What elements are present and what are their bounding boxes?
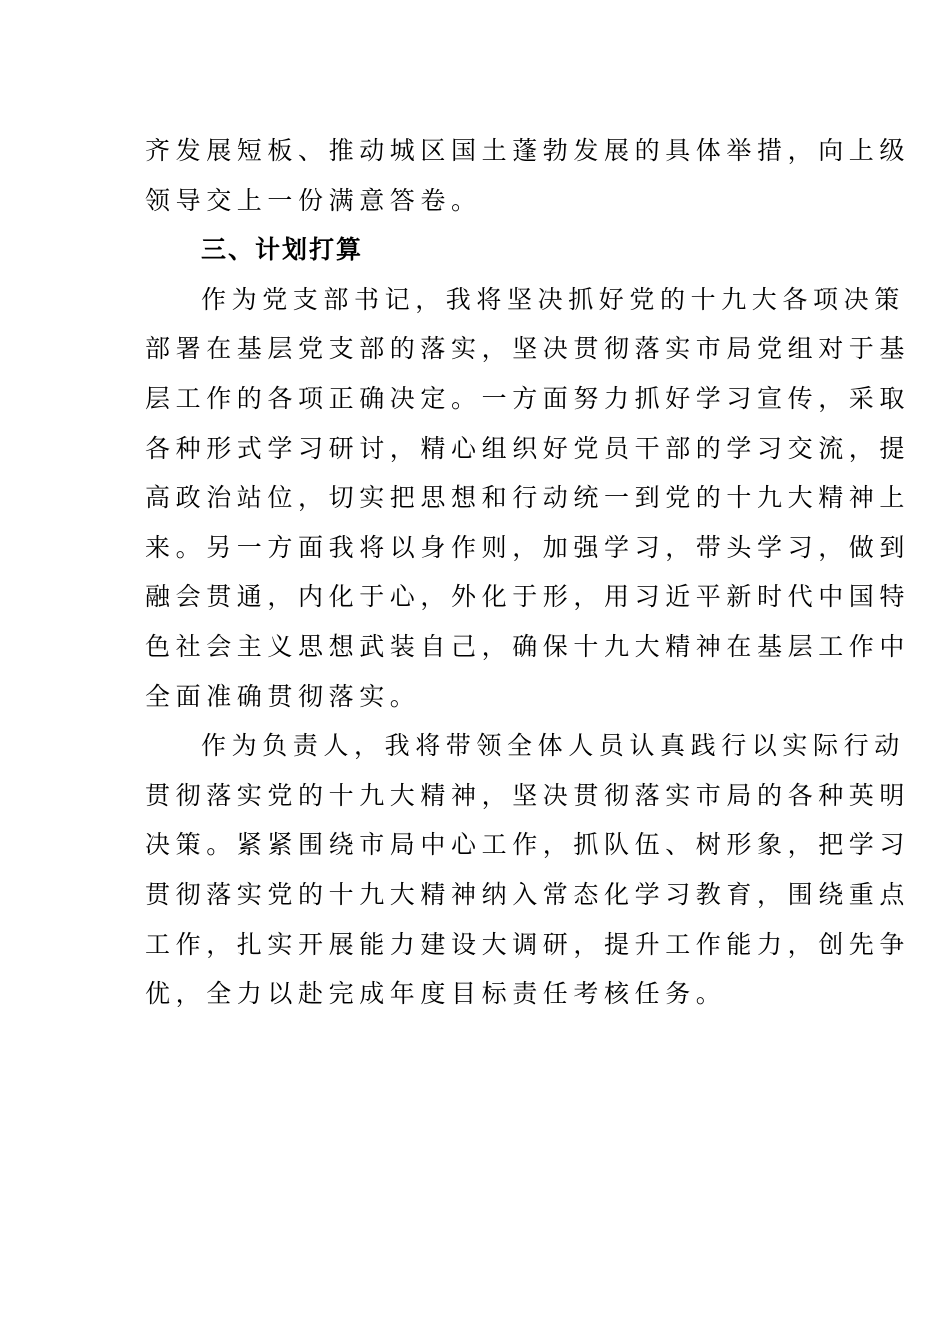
paragraph-continued [145,126,911,225]
text-line: 色社会主义思想武装自己，确保十九大精神在基层工作中 [145,631,911,661]
text-line: 高政治站位，切实把思想和行动统一到党的十九大精神上 [145,483,911,513]
text-line: 各种形式学习研讨，精心组织好党员干部的学习交流，提 [145,433,911,463]
text-line: 齐发展短板、推动城区国土蓬勃发展的具体举措，向上级 [145,136,911,165]
text-line: 贯彻落实党的十九大精神，坚决贯彻落实市局的各种英明 [145,780,911,810]
text-line: 全面准确贯彻落实。 [145,681,421,711]
paragraph-party-secretary [145,275,911,721]
text-line: 作为党支部书记，我将坚决抓好党的十九大各项决策 [201,284,905,314]
text-line: 工作，扎实开展能力建设大调研，提升工作能力，创先争 [145,929,911,959]
text-line: 部署在基层党支部的落实，坚决贯彻落实市局党组对于基 [145,334,911,364]
document-body [145,126,911,1019]
text-line: 领导交上一份满意答卷。 [145,185,482,215]
text-line: 来。另一方面我将以身作则，加强学习，带头学习，做到 [145,532,911,562]
text-line: 层工作的各项正确决定。一方面努力抓好学习宣传，采取 [145,383,911,413]
text-line: 贯彻落实党的十九大精神纳入常态化学习教育，围绕重点 [145,879,911,909]
text-line: 融会贯通，内化于心，外化于形，用习近平新时代中国特 [145,582,911,612]
text-line: 作为负责人，我将带领全体人员认真践行以实际行动 [201,731,905,761]
section-heading: 三、计划打算 [201,235,364,265]
text-line: 优，全力以赴完成年度目标责任考核任务。 [145,979,727,1009]
paragraph-person-in-charge [145,721,911,1019]
text-line: 决策。紧紧围绕市局中心工作，抓队伍、树形象，把学习 [145,830,911,860]
